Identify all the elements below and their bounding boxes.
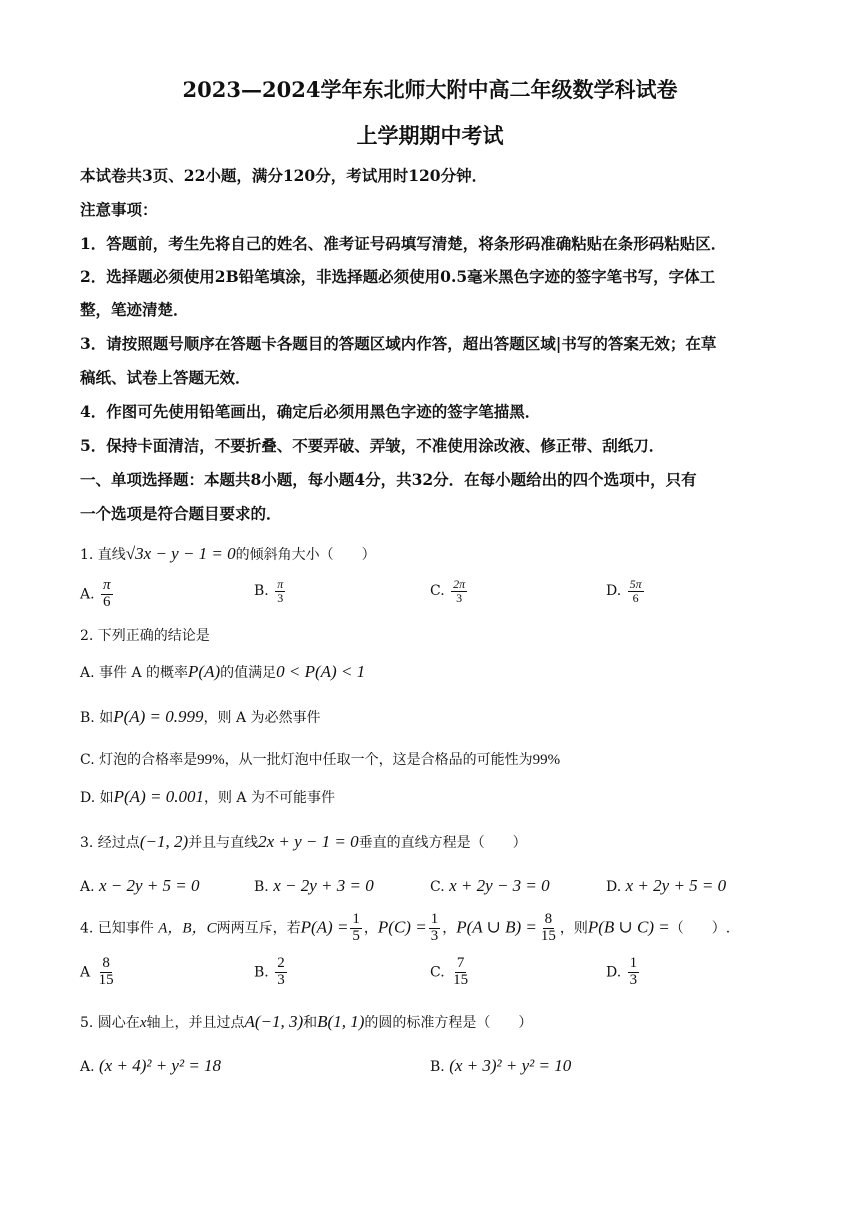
q3-prefix: 3. 经过点 — [80, 835, 140, 851]
math: P(B ∪ C) = — [587, 917, 670, 937]
q2-option-c — [80, 749, 560, 769]
frac-num: 8 — [544, 911, 553, 927]
frac-num: 1 — [352, 911, 360, 927]
page-title: 2023—2024学年东北师大附中高二年级数学科试卷 — [182, 77, 678, 102]
q2-option-d — [80, 787, 335, 807]
q1-option-a — [80, 578, 115, 611]
q1-option-c — [430, 578, 469, 604]
frac-num: 7 — [456, 955, 465, 971]
q3-mid: 并且与直线 — [188, 835, 259, 851]
math: P(A) = 0.001 — [113, 787, 204, 806]
notice-line: 稿纸、试卷上答题无效． — [80, 368, 251, 387]
option-label: B. — [254, 964, 269, 981]
option-label: D. — [606, 964, 622, 981]
q5-prefix: 5. 圆心在 — [80, 1015, 140, 1031]
notice-title: 注意事项： — [80, 200, 158, 219]
notice-line: 整，笔迹清楚． — [80, 300, 189, 319]
notice-line: 5．保持卡面清洁，不要折叠、不要弄破、弄皱，不准使用涂改液、修正带、刮纸刀． — [80, 436, 665, 455]
q3-option-c — [430, 876, 550, 896]
q3-option-d — [606, 876, 726, 896]
page-subtitle: 上学期期中考试 — [356, 123, 504, 148]
frac-num: 8 — [102, 955, 110, 971]
question-5 — [80, 1012, 532, 1032]
section-heading: 一、单项选择题：本题共8小题，每小题4分，共32分．在每小题给出的四个选项中，只有 — [80, 470, 697, 489]
q4-suffix: （ ）. — [669, 920, 731, 937]
math: x − 2y + 5 = 0 — [99, 876, 200, 895]
option-text: 的值满足 — [220, 665, 277, 681]
question-3 — [80, 832, 527, 852]
frac-num: 2π — [453, 577, 466, 591]
q5-suffix: 的圆的标准方程是（ ） — [364, 1015, 533, 1031]
math: x − 2y + 3 = 0 — [273, 876, 374, 895]
frac-den: 3 — [456, 590, 463, 605]
q4-option-a — [80, 956, 118, 989]
q4-option-b — [254, 956, 289, 989]
exam-intro: 本试卷共3页、22小题，满分120分，考试用时120分钟． — [80, 166, 488, 185]
math: x — [139, 1015, 147, 1031]
frac-num: 1 — [629, 955, 638, 971]
option-label: B. — [254, 583, 269, 600]
math: A(−1, 3) — [244, 1012, 304, 1031]
option-text: C. 灯泡的合格率是 — [80, 752, 198, 768]
q5-mid: 轴上，并且过点 — [146, 1015, 245, 1031]
option-label: C. — [430, 583, 445, 600]
q3-suffix: 垂直的直线方程是（ ） — [358, 835, 527, 851]
q3-option-b — [254, 876, 374, 896]
option-text: ，则 A 为必然事件 — [203, 710, 321, 726]
q4-mid: 两两互斥，若 — [216, 920, 301, 937]
q3-option-a — [80, 876, 200, 896]
math: (x + 4)² + y² = 18 — [99, 1056, 222, 1075]
notice-line: 4．作图可先使用铅笔画出，确定后必须用黑色字迹的签字笔描黑． — [80, 402, 541, 421]
frac-den: 3 — [277, 590, 284, 605]
frac-den: 15 — [98, 971, 114, 988]
notice-line: 3．请按照题号顺序在答题卡各题目的答题区域内作答，超出答题区域|书写的答案无效；在草 — [80, 334, 717, 353]
q4-option-d — [606, 956, 641, 989]
option-text: B. 如 — [80, 710, 114, 726]
frac-den: 3 — [277, 971, 285, 988]
option-text: D. 如 — [80, 790, 114, 806]
question-2: 2. 下列正确的结论是 — [80, 628, 210, 644]
section-heading: 一个选项是符合题目要求的． — [80, 504, 282, 523]
option-label: C. — [430, 879, 445, 895]
option-label: A — [80, 964, 91, 981]
frac-den: 6 — [103, 593, 111, 610]
frac-den: 15 — [453, 971, 469, 988]
q4-then: ，则 — [559, 920, 588, 937]
option-label: A. — [80, 879, 95, 895]
option-text: ，则 A 为不可能事件 — [203, 790, 335, 806]
math: P(A) — [188, 662, 221, 681]
math: A，B，C — [158, 920, 217, 937]
frac-num: 2 — [277, 955, 285, 971]
option-text: A. 事件 A 的概率 — [80, 665, 189, 681]
frac-den: 15 — [540, 927, 556, 944]
math: (−1, 2) — [139, 832, 189, 851]
frac-num: 5π — [629, 577, 642, 591]
question-1 — [80, 544, 376, 564]
option-label: B. — [430, 1059, 445, 1075]
math: P(A) = — [300, 917, 349, 937]
math: 0 < P(A) < 1 — [276, 662, 366, 681]
q1-option-b — [254, 578, 287, 604]
math: 2x + y − 1 = 0 — [258, 832, 359, 851]
math: P(A ∪ B) = — [456, 917, 537, 937]
q1-prefix: 1. 直线 — [80, 547, 126, 563]
q4-prefix: 4. 已知事件 — [80, 920, 154, 937]
q1-suffix: 的倾斜角大小（ ） — [235, 547, 376, 563]
option-text: ，从一批灯泡中任取一个，这是合格品的可能性为 — [224, 752, 533, 768]
frac-den: 3 — [629, 971, 638, 988]
option-label: D. — [606, 879, 622, 895]
q4-option-c — [430, 956, 472, 989]
math: 99% — [532, 752, 561, 768]
frac-num: 1 — [430, 911, 439, 927]
q1-option-d — [606, 578, 646, 604]
notice-line: 1．答题前，考生先将自己的姓名、准考证号码填写清楚，将条形码准确粘贴在条形码粘贴区． — [80, 234, 727, 253]
option-label: B. — [254, 879, 269, 895]
q5-option-a — [80, 1056, 221, 1076]
math: 99% — [197, 752, 225, 768]
math: (x + 3)² + y² = 10 — [449, 1056, 572, 1075]
option-label: A. — [80, 586, 95, 603]
math: B(1, 1) — [317, 1012, 365, 1031]
q2-option-a — [80, 662, 365, 682]
notice-line: 2．选择题必须使用2B铅笔填涂，非选择题必须使用0.5毫米黑色字迹的签字笔书写，字体工 — [80, 267, 716, 286]
frac-den: 5 — [352, 927, 360, 944]
question-4: 4. 已知事件 A，B，C两两互斥，若P(A) = $\frac{1}{5}$ ，P(C) = $\frac{1}{3}$ ，P(A ∪ B) = $\frac{8}{15}$ ，则P(B ∪ C) =（ ）. — [80, 911, 731, 944]
q1-equation: √3x − y − 1 = 0 — [125, 544, 236, 563]
q5-option-b — [430, 1056, 571, 1076]
frac-num: π — [277, 577, 284, 591]
option-label: A. — [80, 1059, 95, 1075]
frac-den: 3 — [430, 927, 439, 944]
math: x + 2y + 5 = 0 — [625, 876, 727, 895]
q5-and: 和 — [303, 1015, 318, 1031]
q2-option-b — [80, 707, 321, 727]
math: P(C) = — [377, 917, 427, 937]
math: P(A) = 0.999 — [113, 707, 204, 726]
option-label: C. — [430, 964, 445, 981]
frac-den: 6 — [632, 590, 639, 605]
frac-num: π — [103, 577, 111, 593]
option-label: D. — [606, 583, 622, 600]
math: x + 2y − 3 = 0 — [449, 876, 550, 895]
